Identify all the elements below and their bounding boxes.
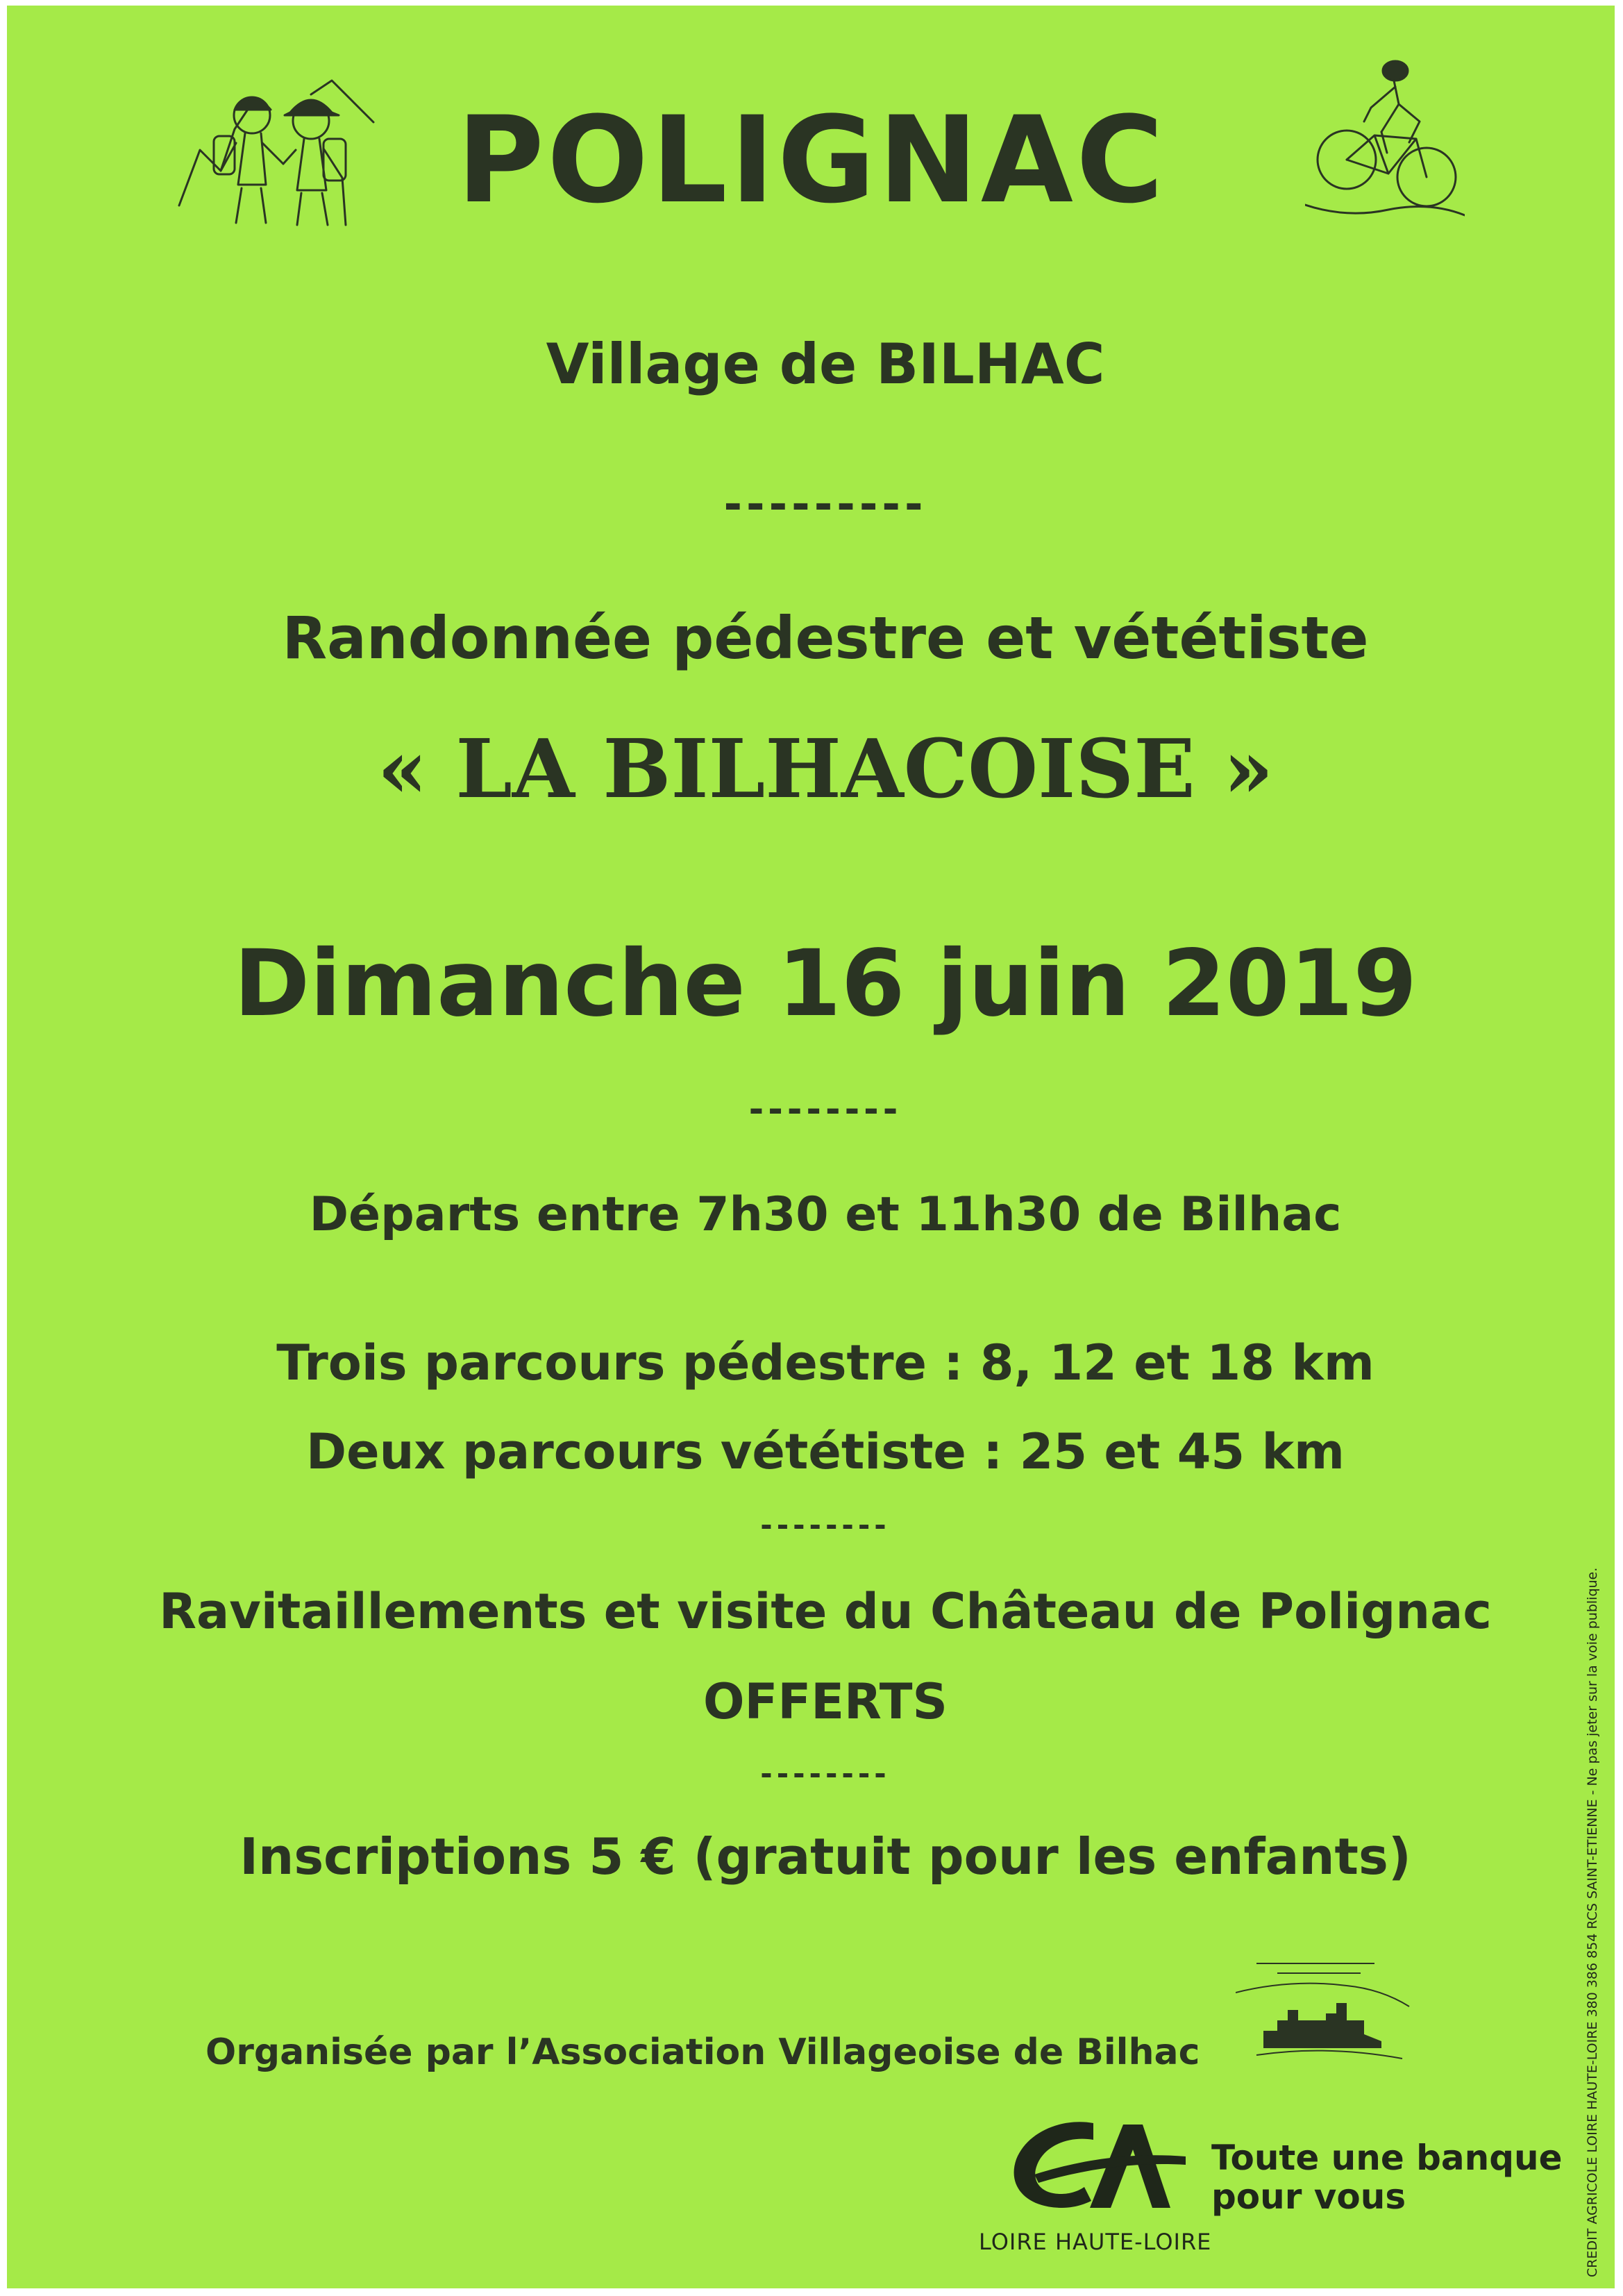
event-name: « LA BILHACOISE » — [377, 722, 1274, 816]
separator: -------- — [760, 1508, 891, 1542]
bank-slogan — [1211, 2138, 1563, 2216]
separator: -------- — [760, 1757, 891, 1791]
event-date: Dimanche 16 juin 2019 — [233, 930, 1418, 1037]
offered-label: OFFERTS — [703, 1673, 948, 1730]
walking-routes: Trois parcours pédestre : 8, 12 et 18 km — [276, 1334, 1374, 1391]
separator: --------- — [723, 479, 927, 530]
registration-fee: Inscriptions 5 € (gratuit pour les enfants) — [239, 1827, 1411, 1886]
legal-notice: CREDIT AGRICOLE LOIRE HAUTE-LOIRE 380 386 854 RCS SAINT-ETIENNE - Ne pas jeter sur la voie publique. — [1585, 1567, 1600, 2277]
bank-region: LOIRE HAUTE-LOIRE — [979, 2229, 1212, 2255]
activity-heading: Randonnée pédestre et vététiste — [282, 604, 1369, 672]
poster-title: POLIGNAC — [456, 90, 1167, 230]
village-subtitle: Village de BILHAC — [546, 332, 1105, 396]
slogan-line-2: pour vous — [1211, 2177, 1406, 2217]
slogan-line-1: Toute une banque — [1211, 2138, 1563, 2178]
bike-routes: Deux parcours vététiste : 25 et 45 km — [306, 1423, 1345, 1480]
separator: -------- — [748, 1089, 902, 1130]
organizer-credit: Organisée par l’Association Villageoise de Bilhac — [205, 2031, 1200, 2073]
credit-agricole-logo-icon — [1007, 2111, 1187, 2222]
departure-times: Départs entre 7h30 et 11h30 de Bilhac — [309, 1187, 1342, 1242]
association-logo-icon — [1236, 1951, 1416, 2069]
refreshments-info: Ravitaillements et visite du Château de Polignac — [159, 1583, 1492, 1640]
